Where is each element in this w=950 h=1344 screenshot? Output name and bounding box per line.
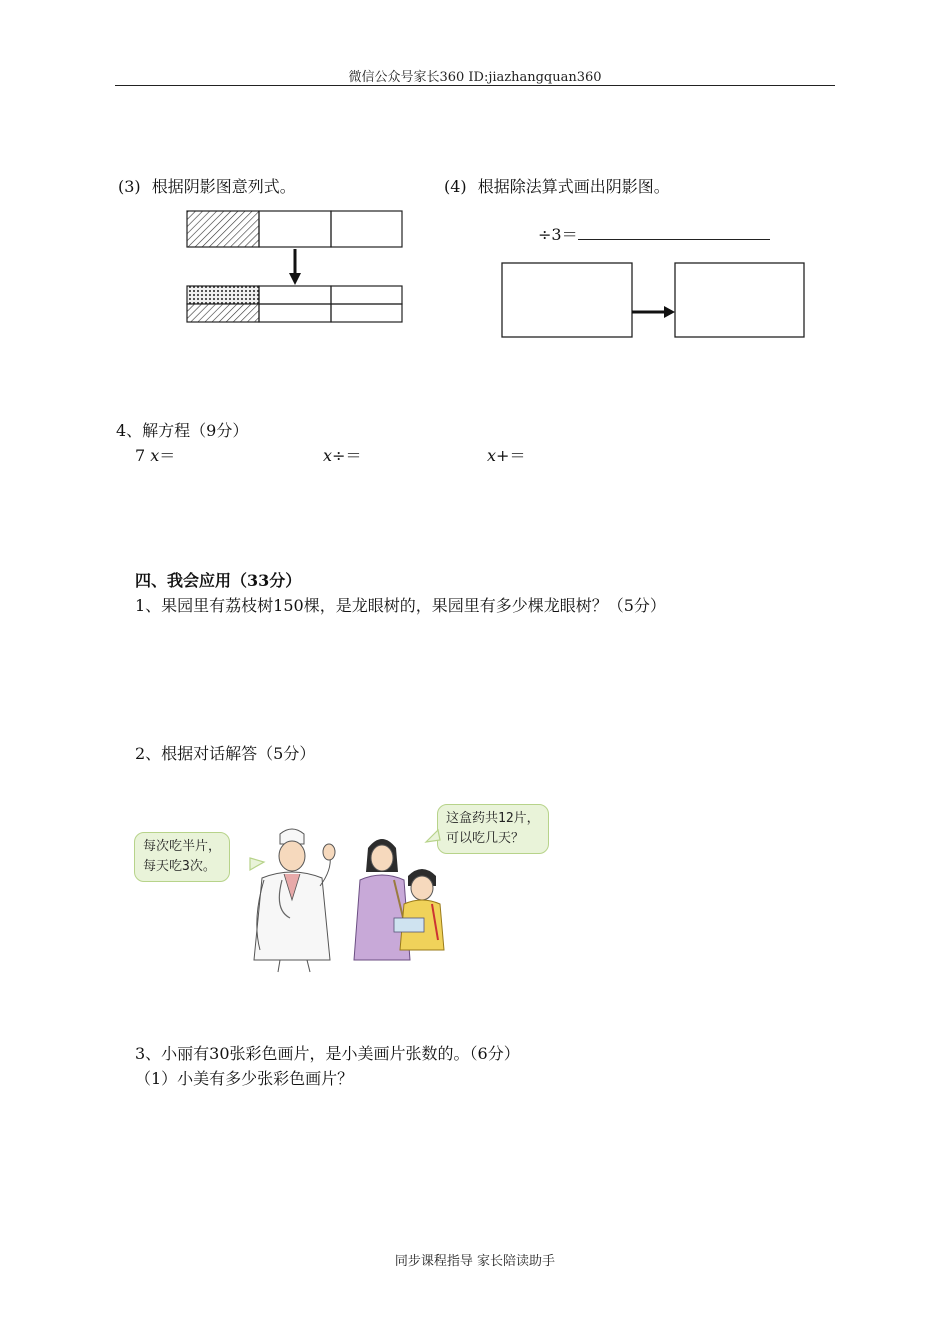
equations-title: 4、解方程（9分） xyxy=(116,421,249,440)
q3-shaded-diagram xyxy=(180,205,410,330)
equation-3: x+＝ xyxy=(487,446,526,465)
q4-drawing-boxes xyxy=(500,260,810,342)
q4-label: (4) xyxy=(444,177,467,196)
apply-q1: 1、果园里有荔枝树150棵，是龙眼树的，果园里有多少棵龙眼树？（5分） xyxy=(135,596,666,615)
doctor-speech-bubble: 每次吃半片， 每天吃3次。 xyxy=(134,832,230,882)
dialogue-illustration xyxy=(132,800,592,985)
apply-q2: 2、根据对话解答（5分） xyxy=(135,744,316,763)
q4-equation-text: ÷3＝ xyxy=(538,225,578,244)
equation-1: 7 x＝ xyxy=(135,446,176,465)
apply-q3: 3、小丽有30张彩色画片，是小美画片张数的。（6分） xyxy=(135,1044,520,1063)
mother-speech-bubble: 这盒药共12片， 可以吃几天？ xyxy=(437,804,549,854)
equation-2: x÷＝ xyxy=(323,446,362,465)
doctor-figure xyxy=(254,829,335,972)
page-footer: 同步课程指导 家长陪读助手 xyxy=(394,1254,556,1269)
q3-prompt xyxy=(118,174,296,197)
people-drawing xyxy=(132,800,592,985)
apply-q3-sub1: （1）小美有多少张彩色画片？ xyxy=(135,1069,354,1088)
q4-box-left xyxy=(502,263,632,337)
q4-equation xyxy=(538,222,770,245)
q3-label: (3) xyxy=(118,177,141,196)
q3-text: 根据阴影图意列式。 xyxy=(151,177,296,196)
apply-section-title: 四、我会应用（33分） xyxy=(135,571,302,590)
page-header: 微信公众号家长360 ID:jiazhangquan360 xyxy=(348,70,602,85)
q4-answer-blank[interactable] xyxy=(578,225,770,240)
q4-prompt xyxy=(444,174,670,197)
q4-box-right xyxy=(675,263,804,337)
header-rule xyxy=(115,85,835,86)
q4-text: 根据除法算式画出阴影图。 xyxy=(477,177,670,196)
